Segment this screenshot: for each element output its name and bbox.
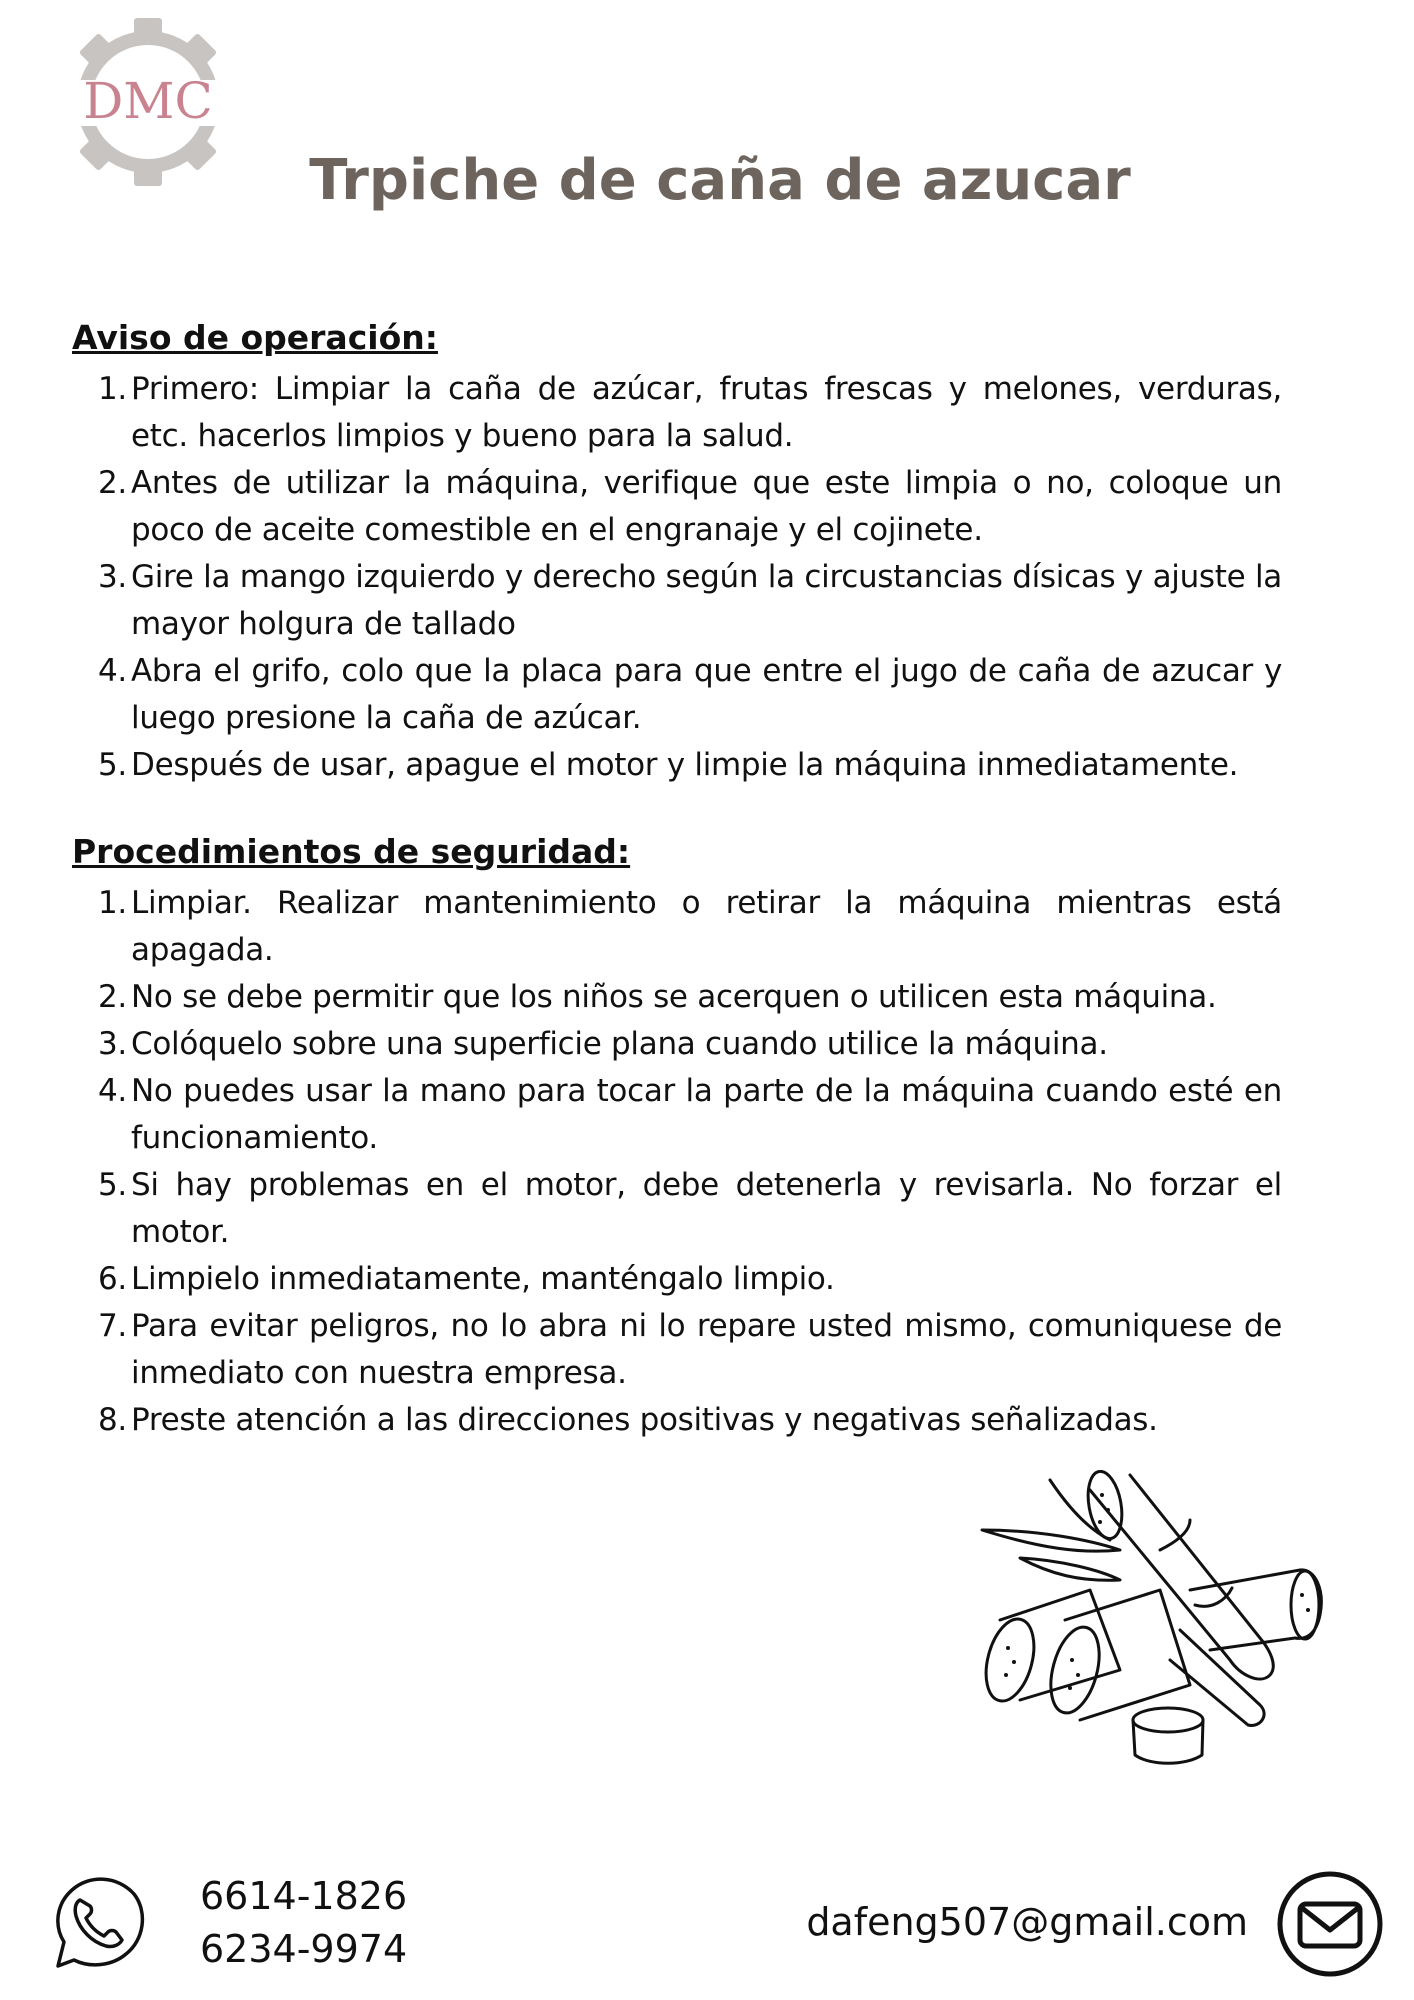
list-item xyxy=(72,742,1282,789)
list-item-number: 8. xyxy=(98,1402,127,1438)
list-item-number: 7. xyxy=(98,1308,127,1344)
sugar-cane-illustration xyxy=(980,1470,1340,1770)
list-item-text: Preste atención a las direcciones positivas y negativas señalizadas. xyxy=(131,1402,1158,1438)
list-item-text: Abra el grifo, colo que la placa para que entre el jugo de caña de azucar y luego presione la caña de azúcar. xyxy=(131,653,1282,736)
phone-numbers xyxy=(200,1870,407,1976)
list-item xyxy=(72,1068,1282,1162)
operation-notice-list xyxy=(72,366,1282,789)
list-item-text: Colóquelo sobre una superficie plana cuando utilice la máquina. xyxy=(131,1026,1108,1062)
list-item-text: Primero: Limpiar la caña de azúcar, frutas frescas y melones, verduras, etc. hacerlos limpios y bueno para la salud. xyxy=(131,371,1282,454)
list-item xyxy=(72,1397,1282,1444)
safety-procedures-heading: Procedimientos de seguridad: xyxy=(72,832,631,871)
list-item xyxy=(72,1021,1282,1068)
phone-1[interactable]: 6614-1826 xyxy=(200,1874,408,1918)
safety-procedures-section xyxy=(72,830,1282,1444)
list-item xyxy=(72,1256,1282,1303)
list-item xyxy=(72,460,1282,554)
list-item xyxy=(72,554,1282,648)
list-item-number: 5. xyxy=(98,1167,127,1203)
mail-icon xyxy=(1276,1870,1384,1978)
list-item-number: 5. xyxy=(98,747,127,783)
list-item-text: No puedes usar la mano para tocar la parte de la máquina cuando esté en funcionamiento. xyxy=(131,1073,1282,1156)
list-item xyxy=(72,1162,1282,1256)
list-item-text: No se debe permitir que los niños se acerquen o utilicen esta máquina. xyxy=(131,979,1217,1015)
list-item xyxy=(72,880,1282,974)
list-item-number: 2. xyxy=(98,465,127,501)
whatsapp-icon xyxy=(44,1870,148,1974)
safety-procedures-list xyxy=(72,880,1282,1444)
list-item-number: 3. xyxy=(98,1026,127,1062)
list-item-text: Antes de utilizar la máquina, verifique que este limpia o no, coloque un poco de aceite comestible en el engranaje y el cojinete. xyxy=(131,465,1282,548)
page-title: Trpiche de caña de azucar xyxy=(309,148,1131,213)
list-item-number: 4. xyxy=(98,653,127,689)
list-item xyxy=(72,366,1282,460)
list-item-text: Para evitar peligros, no lo abra ni lo repare usted mismo, comuniquese de inmediato con nuestra empresa. xyxy=(131,1308,1282,1391)
logo-text: DMC xyxy=(83,72,213,130)
list-item-number: 1. xyxy=(98,885,127,921)
email-address[interactable]: dafeng507@gmail.com xyxy=(806,1900,1248,1944)
operation-notice-heading: Aviso de operación: xyxy=(72,318,438,357)
list-item-text: Limpiar. Realizar mantenimiento o retirar la máquina mientras está apagada. xyxy=(131,885,1282,968)
list-item-number: 4. xyxy=(98,1073,127,1109)
phone-2[interactable]: 6234-9974 xyxy=(200,1927,408,1971)
list-item-number: 1. xyxy=(98,371,127,407)
operation-notice-section xyxy=(72,316,1282,789)
list-item xyxy=(72,648,1282,742)
list-item-text: Después de usar, apague el motor y limpie la máquina inmediatamente. xyxy=(131,747,1239,783)
list-item-number: 2. xyxy=(98,979,127,1015)
list-item-text: Limpielo inmediatamente, manténgalo limpio. xyxy=(131,1261,835,1297)
list-item-text: Gire la mango izquierdo y derecho según la circustancias dísicas y ajuste la mayor holgura de tallado xyxy=(131,559,1282,642)
list-item-number: 6. xyxy=(98,1261,127,1297)
list-item xyxy=(72,1303,1282,1397)
list-item xyxy=(72,974,1282,1021)
list-item-text: Si hay problemas en el motor, debe detenerla y revisarla. No forzar el motor. xyxy=(131,1167,1282,1250)
list-item-number: 3. xyxy=(98,559,127,595)
